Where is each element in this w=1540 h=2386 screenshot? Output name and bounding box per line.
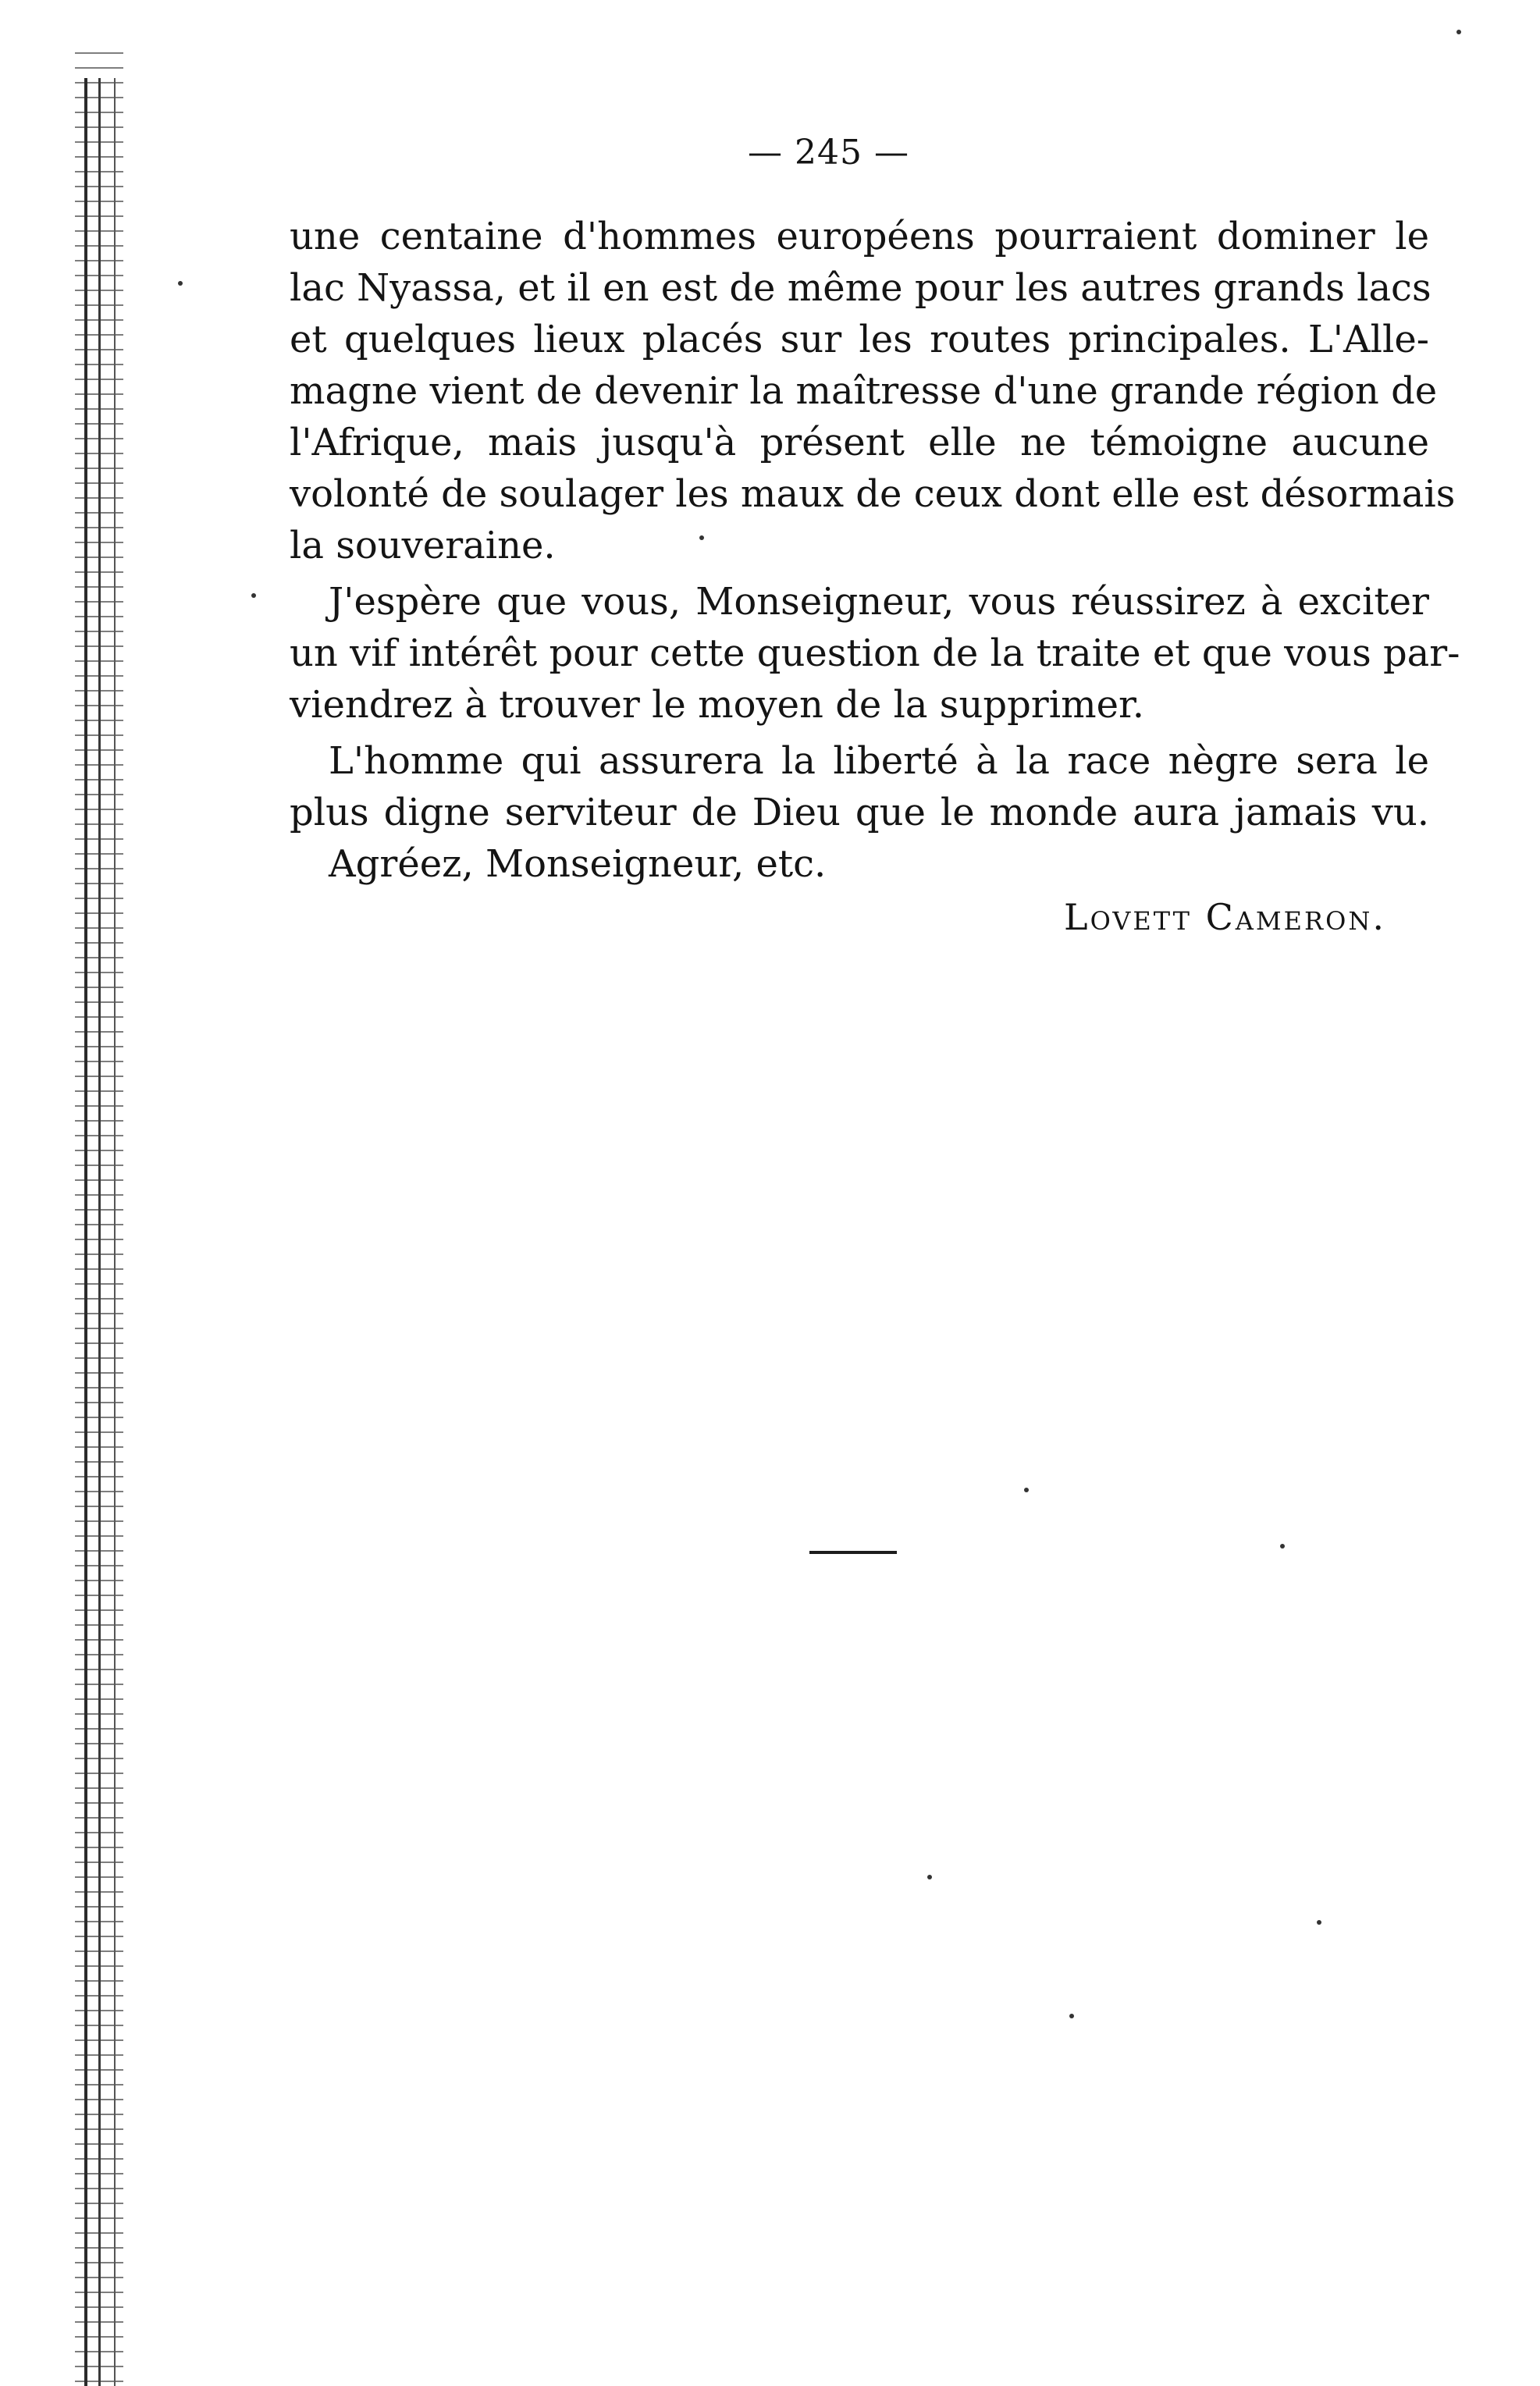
speck: [927, 1875, 932, 1879]
text-line: une centaine d'hommes européens pourraient dominer le: [290, 215, 1429, 258]
speck: [1456, 30, 1461, 34]
text-line: l'Afrique, mais jusqu'à présent elle ne témoigne aucune: [290, 421, 1429, 464]
speck: [1069, 2014, 1074, 2018]
speck: [178, 281, 183, 286]
text-line: plus digne serviteur de Dieu que le monde aura jamais vu.: [290, 791, 1429, 834]
text-line: magne vient de devenir la maîtresse d'une grande région de: [290, 369, 1438, 413]
signature: Lovett Cameron.: [1064, 896, 1386, 938]
text-line: un vif intérêt pour cette question de la traite et que vous par-: [290, 631, 1460, 675]
speck: [1024, 1488, 1029, 1492]
text-line: viendrez à trouver le moyen de la supprimer.: [290, 683, 1144, 727]
speck: [251, 593, 256, 598]
text-line: et quelques lieux placés sur les routes principales. L'Alle-: [290, 318, 1429, 361]
body-text: [290, 211, 1460, 890]
text-line: J'espère que vous, Monseigneur, vous réussirez à exciter: [329, 580, 1429, 624]
text-line: Agréez, Monseigneur, etc.: [329, 842, 827, 886]
text-line: lac Nyassa, et il en est de même pour les autres grands lacs: [290, 266, 1432, 310]
speck: [1280, 1544, 1285, 1549]
page-number: — 245 —: [748, 133, 909, 172]
text-line: la souveraine.: [290, 524, 556, 567]
text-line: volonté de soulager les maux de ceux dont elle est désormais: [290, 472, 1456, 516]
speck: [1317, 1920, 1321, 1925]
end-rule: [809, 1551, 897, 1554]
binding-line: [98, 78, 101, 2386]
binding-line: [84, 78, 87, 2386]
text-line: L'homme qui assurera la liberté à la race nègre sera le: [329, 739, 1429, 783]
binding-line: [114, 78, 116, 2386]
speck: [699, 535, 704, 540]
